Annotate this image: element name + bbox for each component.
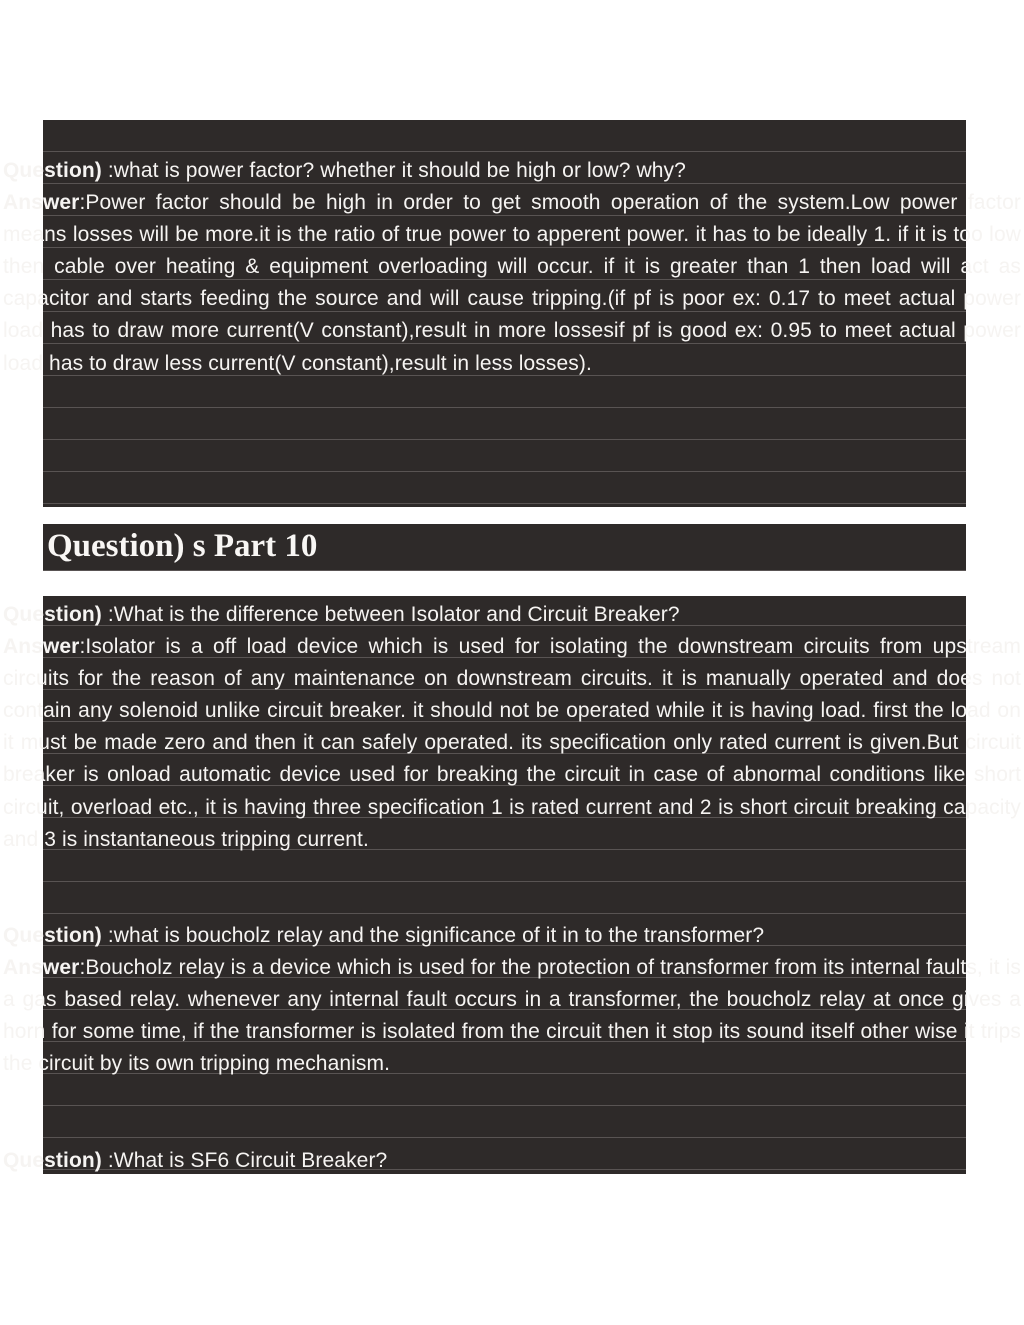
qa-item-isolator bbox=[3, 599, 1021, 856]
section-heading: Question) s Part 10 bbox=[43, 524, 966, 571]
question-line bbox=[3, 155, 1021, 187]
question-text: :What is SF6 Circuit Breaker? bbox=[101, 1149, 388, 1172]
question-line bbox=[3, 599, 1021, 631]
answer-text: :Isolator is a off load device which is used for isolating the downstream circuits from upstream circuits for the reason of any maintenance on downstream circuits. it is manually operated and does not contain any solenoid unlike circuit breaker. it should not be operated while it is having load. first the load on it must be made zero and then it can safely operated. its specification only rated current is given.But circuit breaker is onload automatic device used for breaking the circuit in case of abnormal conditions like short circuit, overload etc., it is having three specification 1 is rated current and 2 is short circuit breaking capacity and 3 is instantaneous tripping current. bbox=[3, 635, 1021, 851]
question-label: Question) bbox=[3, 924, 102, 947]
question-line bbox=[3, 1145, 1021, 1177]
qa-item-power-factor bbox=[3, 155, 1021, 380]
answer-paragraph bbox=[3, 187, 1021, 380]
question-text: :What is the difference between Isolator and Circuit Breaker? bbox=[101, 603, 680, 626]
answer-text: :Boucholz relay is a device which is used for the protection of transformer from its internal faults, it is a gas based relay. whenever any internal fault occurs in a transformer, the boucholz relay at once gives a horn for some time, if the transformer is isolated from the circuit then it stop its sound itself other wise it trips the circuit by its own tripping mechanism. bbox=[3, 956, 1021, 1076]
answer-label: Answer bbox=[3, 635, 80, 659]
answer-label: Answer bbox=[3, 956, 80, 980]
question-text: :what is power factor? whether it should be high or low? why? bbox=[101, 159, 686, 182]
question-label: Question) bbox=[3, 1149, 102, 1172]
qa-item-sf6 bbox=[3, 1145, 1021, 1177]
question-label: Question) bbox=[3, 159, 102, 182]
answer-label: Answer bbox=[3, 191, 80, 215]
answer-text: :Power factor should be high in order to get smooth operation of the system.Low power factor means losses will be more.it is the ratio of true power to apperent power. it has to be ideally 1. if it is too low then cable over heating & equipment overloading will occur. if it is greater than 1 then load will act as capacitor and starts feeding the source and will cause tripping.(if pf is poor ex: 0.17 to meet actual power load has to draw more current(V constant),result in more lossesif pf is good ex: 0.95 to meet actual power load has to draw less current(V constant),result in less losses). bbox=[3, 191, 1021, 375]
answer-paragraph bbox=[3, 952, 1021, 1080]
question-line bbox=[3, 920, 1021, 952]
question-text: :what is boucholz relay and the significance of it in to the transformer? bbox=[101, 924, 765, 947]
question-label: Question) bbox=[3, 603, 102, 626]
answer-paragraph bbox=[3, 631, 1021, 856]
qa-item-boucholz bbox=[3, 920, 1021, 1080]
